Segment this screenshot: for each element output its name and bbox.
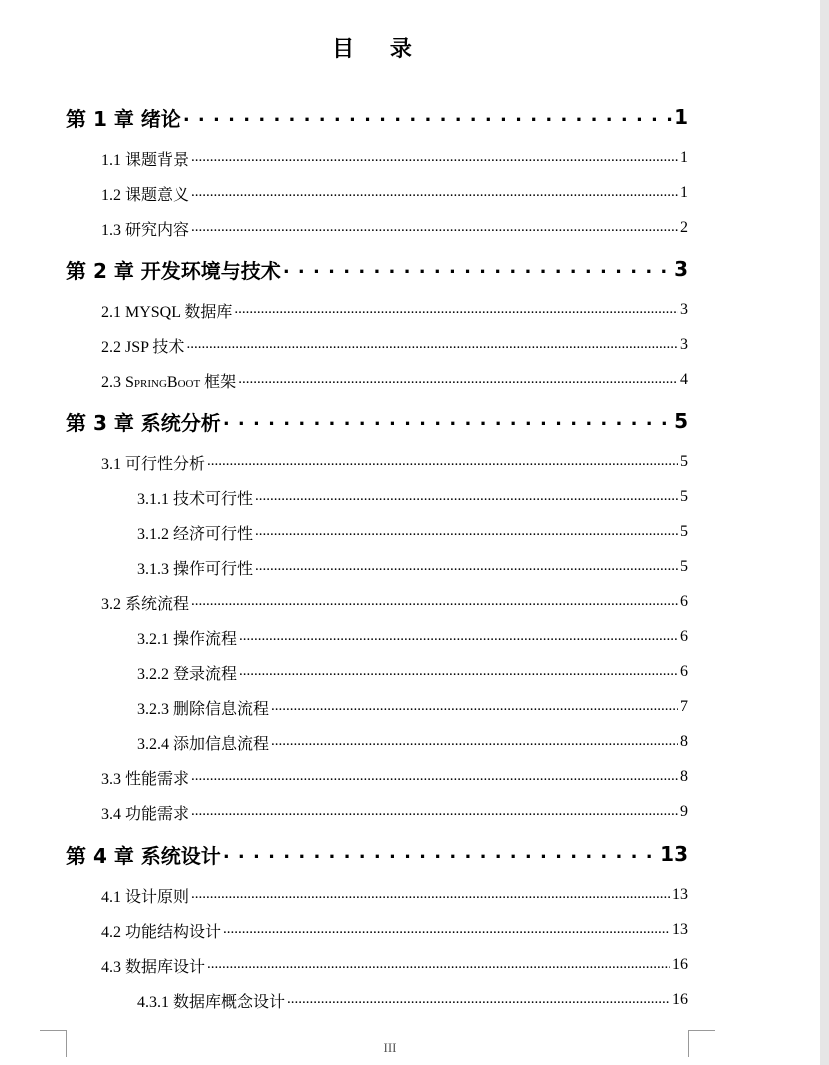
dot-leader bbox=[271, 730, 678, 754]
toc-entry-page: 6 bbox=[680, 628, 688, 645]
toc-entry-page: 13 bbox=[672, 921, 688, 938]
toc-entry-label: 2.2 JSP 技术 bbox=[101, 338, 185, 356]
toc-entry[interactable] bbox=[66, 409, 688, 433]
dot-leader bbox=[186, 333, 678, 357]
toc-entry-page: 3 bbox=[680, 336, 688, 353]
toc-entry[interactable] bbox=[101, 216, 688, 240]
toc-entry[interactable] bbox=[137, 695, 688, 719]
toc-entry[interactable] bbox=[101, 450, 688, 474]
toc-entry[interactable] bbox=[66, 105, 688, 129]
toc-entry[interactable] bbox=[66, 842, 688, 866]
toc-entry[interactable] bbox=[101, 800, 688, 824]
toc-entry-label: 1.2 课题意义 bbox=[101, 186, 190, 204]
dot-leader bbox=[271, 695, 678, 719]
toc-entry-label: 第 1 章 绪论 bbox=[66, 106, 181, 131]
toc-entry-page: 6 bbox=[680, 663, 688, 680]
toc-entry-page: 5 bbox=[674, 409, 688, 433]
toc-entry-page: 16 bbox=[672, 956, 688, 973]
dot-leader bbox=[223, 842, 658, 866]
toc-entry-page: 2 bbox=[680, 219, 688, 236]
dot-leader bbox=[255, 485, 678, 509]
toc-entry-page: 13 bbox=[672, 886, 688, 903]
toc-entry-label: 4.1 设计原则 bbox=[101, 888, 190, 906]
dot-leader bbox=[207, 450, 678, 474]
toc-entry[interactable] bbox=[137, 520, 688, 544]
dot-leader bbox=[191, 800, 678, 824]
dot-leader bbox=[255, 520, 678, 544]
toc-entry-page: 7 bbox=[680, 698, 688, 715]
toc-entry[interactable] bbox=[137, 485, 688, 509]
toc-entry-page: 5 bbox=[680, 558, 688, 575]
toc-entry[interactable] bbox=[101, 181, 688, 205]
dot-leader bbox=[239, 660, 678, 684]
dot-leader bbox=[207, 953, 670, 977]
toc-entry[interactable] bbox=[101, 146, 688, 170]
toc-entry[interactable] bbox=[101, 368, 688, 392]
toc-entry-page: 13 bbox=[660, 842, 688, 866]
dot-leader bbox=[191, 590, 678, 614]
toc-entry-page: 4 bbox=[680, 371, 688, 388]
toc-entry-page: 5 bbox=[680, 523, 688, 540]
dot-leader bbox=[223, 409, 672, 433]
dot-leader bbox=[191, 883, 670, 907]
dot-leader bbox=[238, 368, 678, 392]
toc-entry-page: 5 bbox=[680, 453, 688, 470]
toc-entry-label: 3.1.1 技术可行性 bbox=[137, 490, 254, 508]
dot-leader bbox=[191, 181, 678, 205]
toc-entry[interactable] bbox=[101, 918, 688, 942]
toc-entry-label: 3.3 性能需求 bbox=[101, 770, 190, 788]
toc-entry-label: 4.3.1 数据库概念设计 bbox=[137, 993, 286, 1011]
dot-leader bbox=[283, 257, 672, 281]
toc-entry-label: 3.2.4 添加信息流程 bbox=[137, 735, 270, 753]
toc-entry-label: 3.1.2 经济可行性 bbox=[137, 525, 254, 543]
toc-entry-page: 9 bbox=[680, 803, 688, 820]
toc-entry-label: 3.2.3 删除信息流程 bbox=[137, 700, 270, 718]
toc-entry-label: 3.1 可行性分析 bbox=[101, 455, 206, 473]
dot-leader bbox=[191, 216, 678, 240]
toc-entry[interactable] bbox=[137, 555, 688, 579]
toc-entry-label: 4.3 数据库设计 bbox=[101, 958, 206, 976]
toc-entry[interactable] bbox=[101, 590, 688, 614]
toc-entry-label: 4.2 功能结构设计 bbox=[101, 923, 222, 941]
page-number: III bbox=[383, 1040, 397, 1055]
dot-leader bbox=[183, 105, 672, 129]
toc-entry-label: 2.3 SpringBoot 框架 bbox=[101, 373, 237, 391]
toc-entry-page: 5 bbox=[680, 488, 688, 505]
toc-entry-page: 1 bbox=[680, 184, 688, 201]
toc-entry-page: 3 bbox=[680, 301, 688, 318]
toc-entry-label: 3.2.1 操作流程 bbox=[137, 630, 238, 648]
toc-entry-label: 1.1 课题背景 bbox=[101, 151, 190, 169]
toc-entry-label: 3.1.3 操作可行性 bbox=[137, 560, 254, 578]
toc-entry-page: 6 bbox=[680, 593, 688, 610]
toc-entry-label: 3.2.2 登录流程 bbox=[137, 665, 238, 683]
toc-entry[interactable] bbox=[101, 298, 688, 322]
toc-entry[interactable] bbox=[137, 625, 688, 649]
toc-entry-page: 3 bbox=[674, 257, 688, 281]
window-edge bbox=[820, 0, 829, 1065]
toc-entry[interactable] bbox=[66, 257, 688, 281]
toc-entry[interactable] bbox=[137, 660, 688, 684]
dot-leader bbox=[191, 765, 678, 789]
dot-leader bbox=[255, 555, 678, 579]
toc-entry[interactable] bbox=[137, 730, 688, 754]
dot-leader bbox=[191, 146, 678, 170]
toc-entry[interactable] bbox=[137, 988, 688, 1012]
toc-entry-page: 1 bbox=[674, 105, 688, 129]
toc-entry-label: 3.2 系统流程 bbox=[101, 595, 190, 613]
toc-entry-label: 1.3 研究内容 bbox=[101, 221, 190, 239]
dot-leader bbox=[287, 988, 670, 1012]
toc-entry[interactable] bbox=[101, 333, 688, 357]
dot-leader bbox=[223, 918, 670, 942]
toc-entry-page: 8 bbox=[680, 768, 688, 785]
toc-entry[interactable] bbox=[101, 953, 688, 977]
toc-title: 目 录 bbox=[332, 37, 426, 62]
toc-entry[interactable] bbox=[101, 883, 688, 907]
toc-entry-label: 第 2 章 开发环境与技术 bbox=[66, 258, 281, 283]
toc-entry-page: 1 bbox=[680, 149, 688, 166]
toc-entry-label: 第 3 章 系统分析 bbox=[66, 410, 221, 435]
toc-entry-label: 2.1 MYSQL 数据库 bbox=[101, 303, 233, 321]
dot-leader bbox=[239, 625, 678, 649]
toc-entry-page: 16 bbox=[672, 991, 688, 1008]
toc-entry-label: 第 4 章 系统设计 bbox=[66, 843, 221, 868]
toc-entry-page: 8 bbox=[680, 733, 688, 750]
dot-leader bbox=[234, 298, 678, 322]
toc-entry-label: 3.4 功能需求 bbox=[101, 805, 190, 823]
toc-entry[interactable] bbox=[101, 765, 688, 789]
